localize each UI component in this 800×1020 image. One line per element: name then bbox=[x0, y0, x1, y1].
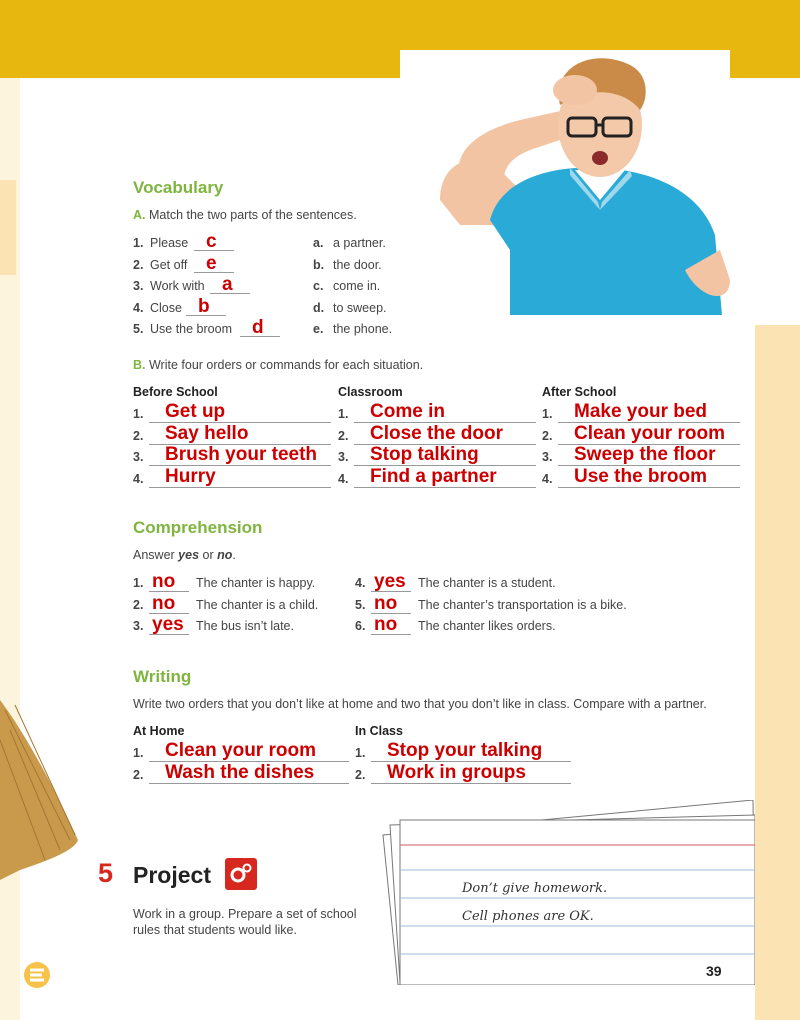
item-letter: a. bbox=[313, 236, 324, 250]
yes-no-answer: no bbox=[374, 592, 398, 614]
order-answer: Come in bbox=[370, 401, 445, 422]
column-heading: Classroom bbox=[338, 385, 403, 399]
row-number: 2. bbox=[133, 767, 144, 782]
match-left-item bbox=[133, 317, 303, 339]
item-number: 2. bbox=[133, 597, 144, 612]
order-row bbox=[542, 466, 742, 488]
writing-answer: Stop your talking bbox=[387, 740, 543, 761]
left-margin-tab bbox=[0, 180, 16, 275]
vocabulary-a-instruction bbox=[133, 208, 357, 222]
order-row bbox=[542, 444, 742, 466]
comprehension-item bbox=[355, 571, 655, 593]
item-text: the door. bbox=[333, 257, 382, 272]
row-number: 1. bbox=[133, 407, 144, 421]
yes-no-answer: no bbox=[152, 571, 176, 592]
match-left-item bbox=[133, 274, 303, 296]
order-answer: Clean your room bbox=[574, 422, 725, 444]
writing-instruction: Write two orders that you don’t like at home and two that you don’t like in class. Compare with a partner. bbox=[133, 697, 707, 711]
match-right-item bbox=[313, 296, 433, 318]
part-b-text: Write four orders or commands for each situation. bbox=[148, 358, 424, 372]
item-text: the phone. bbox=[333, 322, 393, 336]
order-answer: Get up bbox=[165, 401, 226, 422]
row-number: 3. bbox=[338, 450, 349, 464]
item-text: a partner. bbox=[333, 236, 386, 250]
item-text: The chanter likes orders. bbox=[418, 619, 556, 633]
match-left-item bbox=[133, 231, 303, 253]
row-number: 2. bbox=[338, 428, 349, 443]
item-number: 6. bbox=[355, 619, 366, 633]
match-answer: a bbox=[222, 274, 233, 295]
match-answer: d bbox=[252, 317, 264, 338]
column-heading: After School bbox=[542, 385, 617, 399]
match-answer: b bbox=[198, 295, 210, 317]
writing-answer: Wash the dishes bbox=[165, 761, 315, 783]
order-row bbox=[338, 444, 538, 466]
item-number: 1. bbox=[133, 236, 144, 250]
order-row bbox=[338, 401, 538, 423]
item-text: Work with bbox=[150, 279, 205, 293]
gear-icon bbox=[225, 858, 257, 890]
yes-no-answer: yes bbox=[374, 571, 406, 592]
row-number: 4. bbox=[338, 471, 349, 486]
order-row bbox=[338, 423, 538, 445]
part-a-letter: A. bbox=[133, 208, 146, 222]
yes-no-answer: no bbox=[152, 592, 176, 614]
student-photo bbox=[400, 50, 730, 320]
item-text: Use the broom bbox=[150, 322, 232, 336]
order-row bbox=[542, 401, 742, 423]
row-number: 1. bbox=[355, 746, 366, 760]
order-answer: Say hello bbox=[165, 422, 249, 444]
writing-row bbox=[133, 762, 353, 784]
row-number: 1. bbox=[338, 407, 349, 421]
vocabulary-b-instruction bbox=[133, 358, 423, 372]
writing-row bbox=[133, 740, 353, 762]
item-text: Please bbox=[150, 236, 189, 250]
item-text: The chanter is a student. bbox=[418, 576, 556, 590]
comprehension-item bbox=[355, 593, 655, 615]
order-row bbox=[338, 466, 538, 488]
item-letter: c. bbox=[313, 279, 324, 293]
order-answer: Close the door bbox=[370, 422, 504, 444]
column-heading: In Class bbox=[355, 724, 403, 738]
row-number: 1. bbox=[133, 746, 144, 760]
project-number: 5 bbox=[98, 858, 114, 888]
writing-row bbox=[355, 740, 575, 762]
column-heading: At Home bbox=[133, 724, 185, 738]
match-right-item bbox=[313, 231, 433, 253]
order-row bbox=[133, 444, 333, 466]
part-b-letter: B. bbox=[133, 358, 146, 372]
order-answer: Find a partner bbox=[370, 465, 497, 487]
row-number: 3. bbox=[133, 450, 144, 464]
order-row bbox=[133, 466, 333, 488]
order-answer: Use the broom bbox=[574, 465, 708, 487]
writing-heading: Writing bbox=[133, 667, 192, 686]
match-right-item bbox=[313, 274, 433, 296]
order-row bbox=[542, 423, 742, 445]
match-left-item bbox=[133, 253, 303, 275]
note-line-2: Cell phones are OK. bbox=[462, 909, 594, 924]
item-text: The bus isn’t late. bbox=[196, 619, 294, 633]
comprehension-heading: Comprehension bbox=[133, 518, 263, 537]
item-text: Get off bbox=[150, 257, 188, 272]
match-right-item bbox=[313, 253, 433, 275]
project-text: Work in a group. Prepare a set of school rules that students would like. bbox=[133, 907, 357, 937]
writing-answer: Clean your room bbox=[165, 740, 316, 761]
item-text: The chanter is happy. bbox=[196, 576, 316, 590]
item-letter: e. bbox=[313, 322, 324, 336]
part-a-text: Match the two parts of the sentences. bbox=[148, 208, 357, 222]
order-answer: Brush your teeth bbox=[165, 444, 318, 465]
item-letter: d. bbox=[313, 300, 325, 315]
item-text: come in. bbox=[333, 279, 381, 293]
comprehension-instruction: Answer yes or no. bbox=[133, 548, 236, 562]
row-number: 4. bbox=[133, 471, 144, 486]
note-line-1: Don’t give homework. bbox=[462, 881, 608, 896]
publisher-logo bbox=[22, 960, 52, 990]
column-heading: Before School bbox=[133, 385, 218, 399]
item-text: to sweep. bbox=[333, 300, 387, 315]
broom-image bbox=[0, 700, 80, 880]
item-number: 1. bbox=[133, 576, 144, 590]
writing-row bbox=[355, 762, 575, 784]
project-heading: Project bbox=[133, 862, 211, 888]
row-number: 4. bbox=[542, 471, 553, 486]
item-number: 2. bbox=[133, 257, 144, 272]
order-row bbox=[133, 423, 333, 445]
item-text: The chanter’s transportation is a bike. bbox=[418, 597, 627, 612]
row-number: 1. bbox=[542, 407, 553, 421]
match-right-item bbox=[313, 317, 433, 339]
match-answer: e bbox=[206, 252, 217, 274]
page-number: 39 bbox=[706, 963, 722, 979]
right-margin-strip bbox=[755, 325, 800, 1020]
row-number: 2. bbox=[133, 428, 144, 443]
item-number: 3. bbox=[133, 619, 144, 633]
item-number: 3. bbox=[133, 279, 144, 293]
item-text: The chanter is a child. bbox=[196, 597, 319, 612]
item-text: Close bbox=[150, 300, 182, 315]
item-letter: b. bbox=[313, 257, 325, 272]
comprehension-item bbox=[355, 614, 655, 636]
yes-no-answer: no bbox=[374, 614, 398, 635]
item-number: 4. bbox=[355, 576, 366, 590]
item-number: 5. bbox=[133, 322, 144, 336]
order-answer: Sweep the floor bbox=[574, 444, 716, 465]
writing-answer: Work in groups bbox=[387, 761, 526, 783]
row-number: 2. bbox=[355, 767, 366, 782]
row-number: 3. bbox=[542, 450, 553, 464]
vocabulary-heading: Vocabulary bbox=[133, 178, 224, 197]
order-row bbox=[133, 401, 333, 423]
yes-no-answer: yes bbox=[152, 614, 184, 635]
order-answer: Hurry bbox=[165, 465, 216, 487]
item-number: 5. bbox=[355, 597, 366, 612]
row-number: 2. bbox=[542, 428, 553, 443]
order-answer: Stop talking bbox=[370, 444, 479, 465]
order-answer: Make your bed bbox=[574, 401, 708, 422]
match-left-item bbox=[133, 296, 303, 318]
match-answer: c bbox=[206, 231, 217, 252]
item-number: 4. bbox=[133, 300, 144, 315]
